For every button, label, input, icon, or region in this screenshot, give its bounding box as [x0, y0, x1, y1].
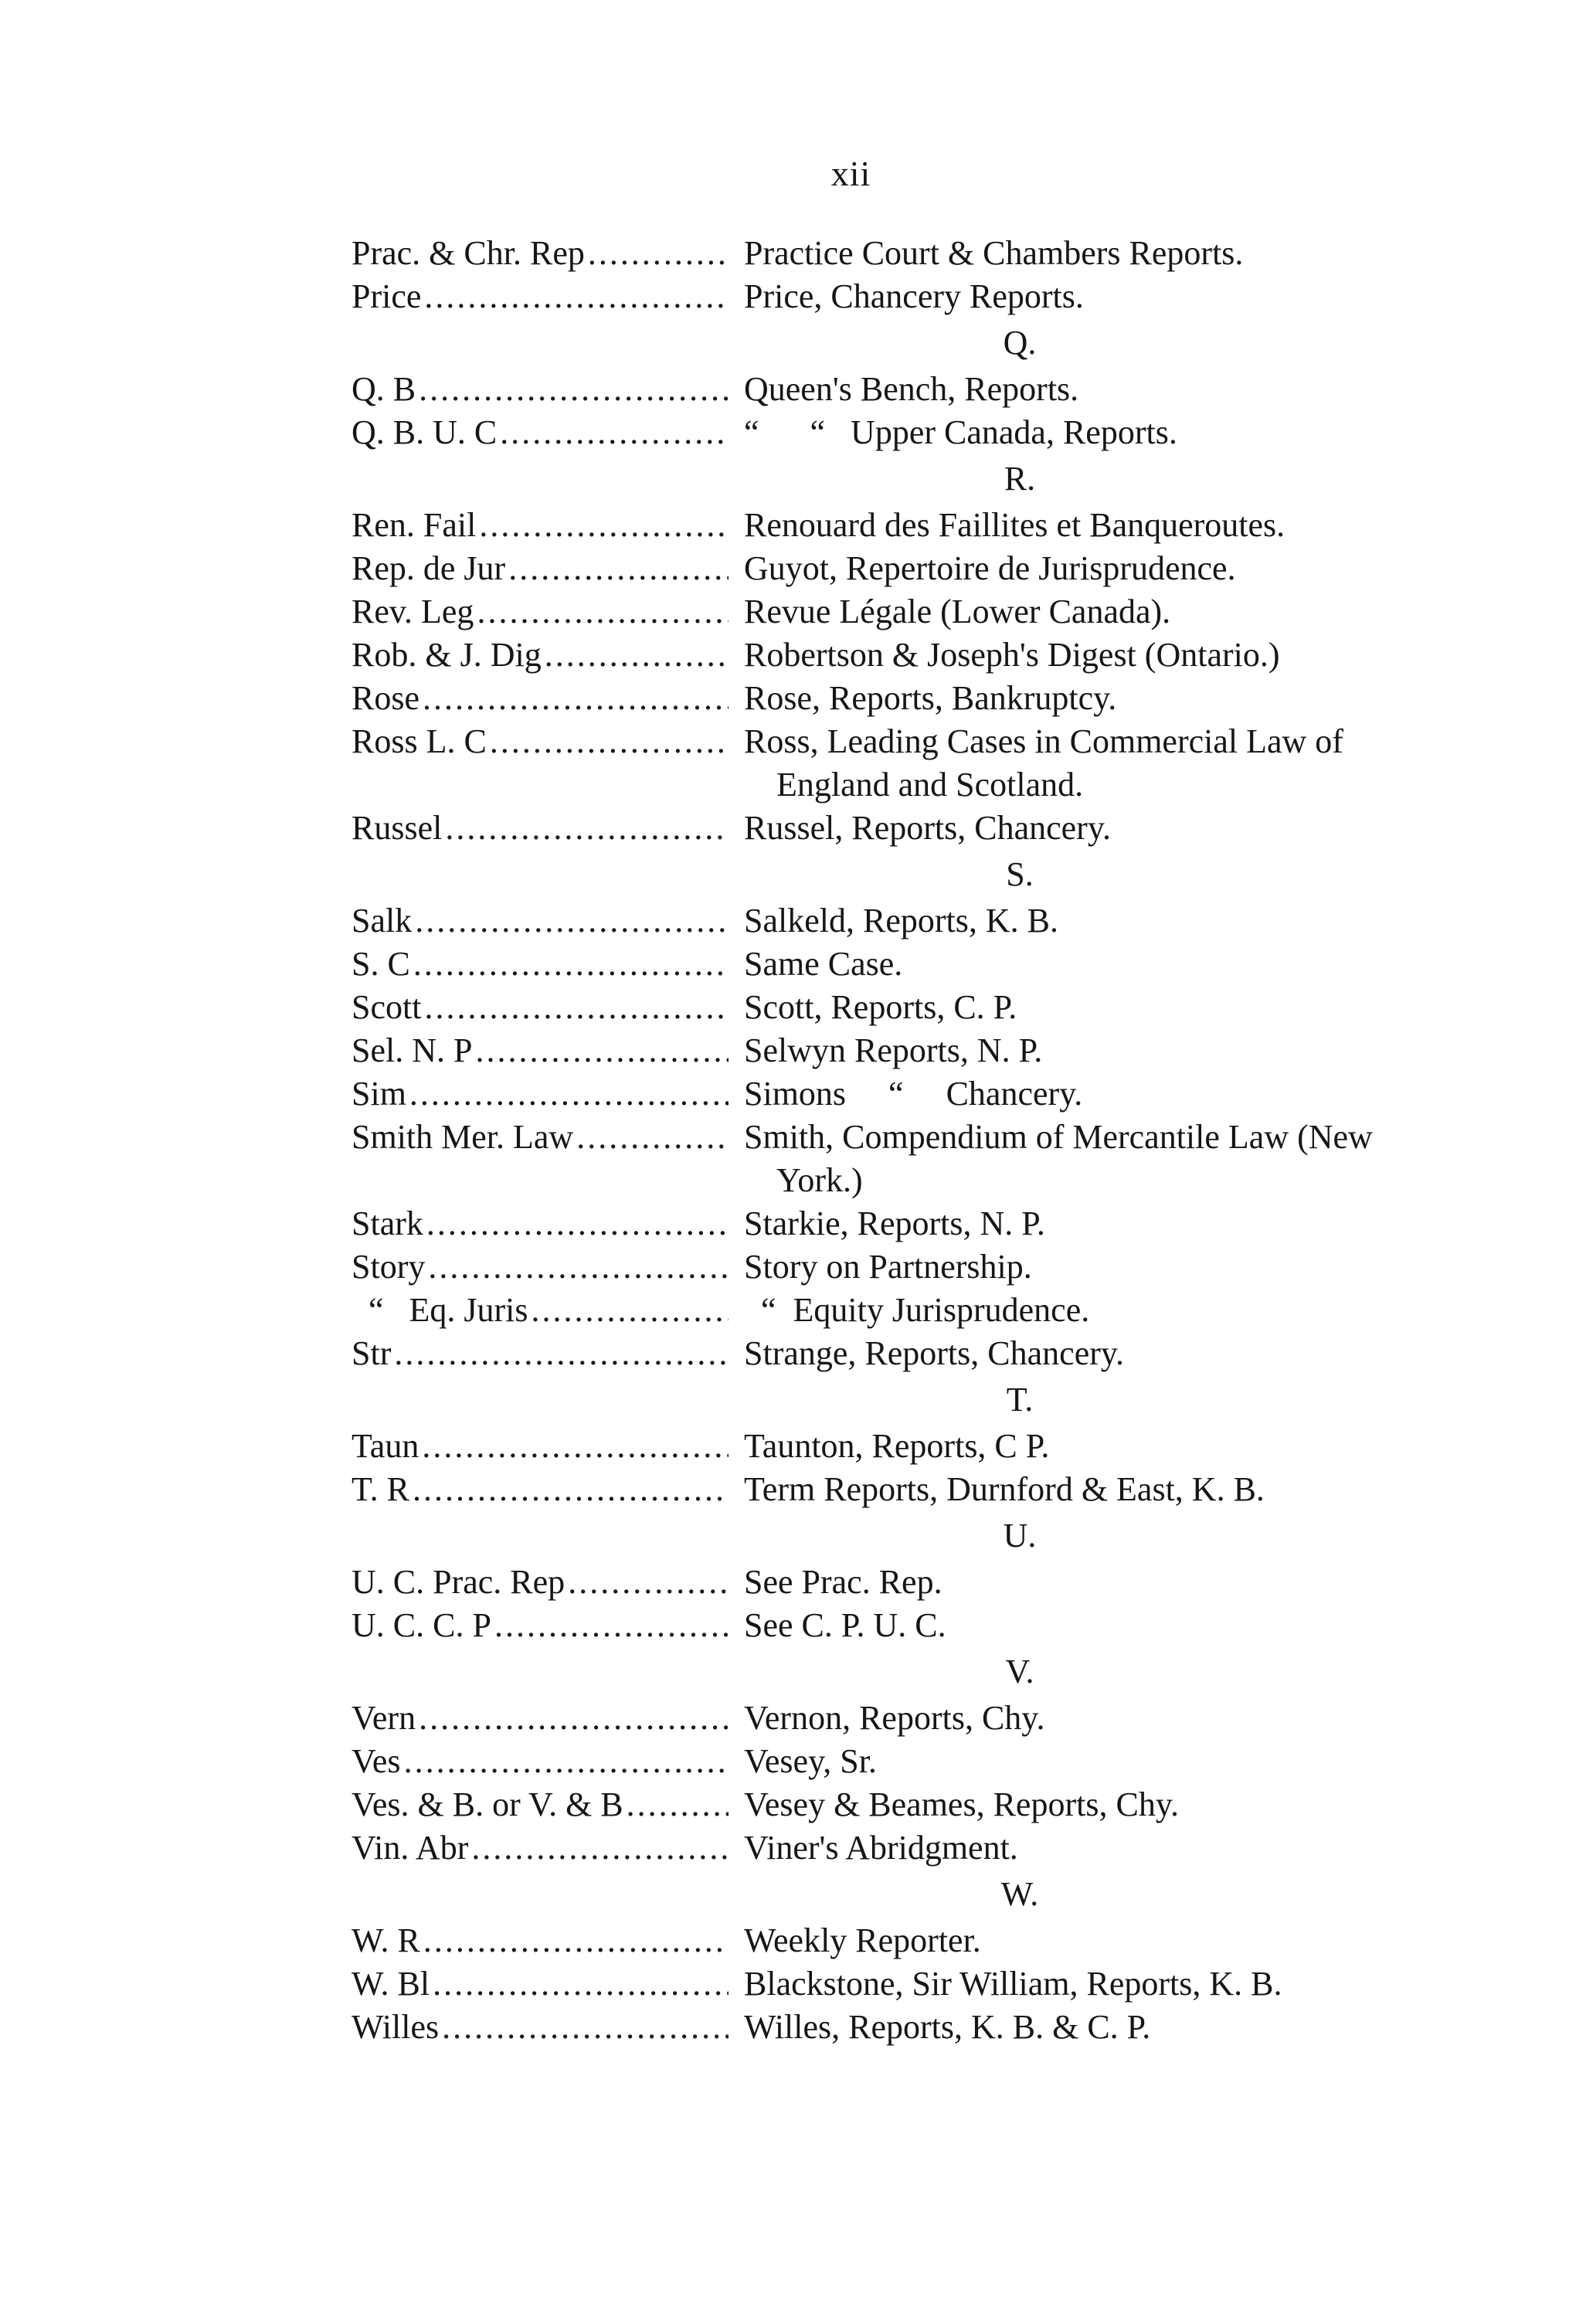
abbreviation: Rose — [352, 679, 419, 717]
dot-leader — [439, 2006, 728, 2049]
abbreviation-entry — [352, 275, 1448, 318]
dot-leader — [419, 677, 728, 720]
description: Russel, Reports, Chancery. — [744, 809, 1111, 847]
abbreviation-entry — [352, 1202, 1448, 1245]
abbreviation: Prac. & Chr. Rep — [352, 234, 585, 272]
description: Rose, Reports, Bankruptcy. — [744, 679, 1117, 717]
dot-leader — [487, 720, 728, 763]
abbreviation: S. C — [352, 945, 410, 983]
abbreviation-entry — [352, 1332, 1448, 1375]
abbreviation: Rob. & J. Dig — [352, 636, 542, 674]
abbreviation: Q. B. U. C — [352, 413, 498, 451]
description: See Prac. Rep. — [744, 1563, 942, 1601]
abbreviation-entry — [352, 1029, 1448, 1072]
dot-leader — [416, 368, 728, 411]
description: Starkie, Reports, N. P. — [744, 1204, 1045, 1242]
abbreviation: W. R — [352, 1921, 420, 1959]
abbreviation-entry — [352, 1245, 1448, 1289]
description: Selwyn Reports, N. P. — [744, 1031, 1043, 1069]
description: Same Case. — [744, 945, 903, 983]
abbreviation-entry — [352, 677, 1448, 720]
abbreviation-entry — [352, 634, 1448, 677]
abbreviation-entry — [352, 1116, 1448, 1202]
abbreviation: Ren. Fail — [352, 506, 477, 544]
dot-leader — [410, 943, 728, 986]
section-letter: Q. — [1003, 324, 1037, 362]
abbreviation-entry — [352, 1604, 1448, 1647]
abbreviation: Stark — [352, 1204, 423, 1242]
dot-leader — [476, 504, 728, 547]
description: Guyot, Repertoire de Jurisprudence. — [744, 549, 1236, 587]
abbreviation-entry — [352, 1962, 1448, 2006]
dot-leader — [421, 275, 728, 318]
abbreviation-entry — [352, 547, 1448, 590]
abbreviation: Smith Mer. Law — [352, 1118, 574, 1156]
abbreviation-entry — [352, 1697, 1448, 1740]
abbreviation-entry — [352, 1072, 1448, 1116]
abbreviation: T. R — [352, 1470, 409, 1508]
dot-leader — [420, 1919, 728, 1962]
abbreviation: Q. B — [352, 370, 416, 408]
dot-leader — [419, 1425, 728, 1468]
dot-leader — [472, 1029, 728, 1072]
abbreviation-entry — [352, 2006, 1448, 2049]
abbreviation-entry — [352, 1561, 1448, 1604]
description: Simons “ Chancery. — [744, 1075, 1083, 1113]
abbreviation: Salk — [352, 902, 413, 939]
abbreviation: Willes — [352, 2008, 440, 2046]
abbreviation: Taun — [352, 1427, 419, 1465]
abbreviation-entry — [352, 943, 1448, 986]
abbreviation-entry — [352, 1289, 1448, 1332]
abbreviation: Sel. N. P — [352, 1031, 473, 1069]
dot-leader — [573, 1116, 728, 1159]
abbreviation: Sim — [352, 1075, 406, 1113]
dot-leader — [491, 1604, 728, 1647]
abbreviation: W. Bl — [352, 1965, 430, 2003]
dot-leader — [416, 1697, 728, 1740]
abbreviation-entry — [352, 232, 1448, 275]
section-letter: R. — [1004, 460, 1036, 498]
section-letter: U. — [1003, 1517, 1037, 1554]
abbreviation-entry — [352, 899, 1448, 943]
description: Taunton, Reports, C P. — [744, 1427, 1050, 1465]
abbreviation: Vin. Abr — [352, 1829, 469, 1867]
section-letter: V. — [1005, 1653, 1034, 1690]
abbreviation-entry — [352, 411, 1448, 454]
abbreviation: Rev. Leg — [352, 593, 474, 630]
description: “ Equity Jurisprudence. — [744, 1291, 1090, 1329]
description: Queen's Bench, Reports. — [744, 370, 1079, 408]
description: Ross, Leading Cases in Commercial Law of — [744, 722, 1343, 760]
dot-leader — [497, 411, 728, 454]
abbreviation: Rep. de Jur — [352, 549, 506, 587]
dot-leader — [542, 634, 728, 677]
dot-leader — [409, 1468, 728, 1511]
dot-leader — [623, 1783, 728, 1826]
abbreviation: Ross L. C — [352, 722, 487, 760]
abbreviation-entry — [352, 1919, 1448, 1962]
abbreviation-entry — [352, 986, 1448, 1029]
abbreviation-entry — [352, 368, 1448, 411]
dot-leader — [412, 899, 728, 943]
abbreviation-entry — [352, 1783, 1448, 1826]
description: Vesey & Beames, Reports, Chy. — [744, 1785, 1179, 1823]
abbreviation: Str — [352, 1334, 392, 1372]
section-letter: T. — [1006, 1381, 1034, 1419]
description: Smith, Compendium of Mercantile Law (New — [744, 1118, 1373, 1156]
description: Scott, Reports, C. P. — [744, 988, 1017, 1026]
abbreviation-entry — [352, 1425, 1448, 1468]
description: Term Reports, Durnford & East, K. B. — [744, 1470, 1265, 1508]
dot-leader — [430, 1962, 728, 2006]
description: Viner's Abridgment. — [744, 1829, 1018, 1867]
abbreviation: U. C. C. P — [352, 1606, 491, 1644]
description: Renouard des Faillites et Banqueroutes. — [744, 506, 1285, 544]
description: Price, Chancery Reports. — [744, 277, 1084, 315]
description: Salkeld, Reports, K. B. — [744, 902, 1058, 939]
abbreviation-entry — [352, 1740, 1448, 1783]
dot-leader — [425, 1245, 728, 1289]
description: Vesey, Sr. — [744, 1742, 877, 1780]
description-continuation: England and Scotland. — [776, 766, 1084, 804]
abbreviation: Ves — [352, 1742, 401, 1780]
dot-leader — [401, 1740, 728, 1783]
abbreviation: Price — [352, 277, 422, 315]
abbreviation-entry — [352, 504, 1448, 547]
abbreviation: “ Eq. Juris — [352, 1291, 528, 1329]
description: Robertson & Joseph's Digest (Ontario.) — [744, 636, 1280, 674]
dot-leader — [391, 1332, 728, 1375]
dot-leader — [423, 1202, 728, 1245]
dot-leader — [442, 807, 728, 850]
abbreviation: U. C. Prac. Rep — [352, 1563, 565, 1601]
abbreviation-entry — [352, 1468, 1448, 1511]
description: See C. P. U. C. — [744, 1606, 946, 1644]
dot-leader — [585, 232, 728, 275]
description: Practice Court & Chambers Reports. — [744, 234, 1244, 272]
abbreviation-entry — [352, 807, 1448, 850]
page-number: xii — [830, 154, 871, 193]
abbreviation: Russel — [352, 809, 443, 847]
description: “ “ Upper Canada, Reports. — [744, 413, 1177, 451]
description: Weekly Reporter. — [744, 1921, 981, 1959]
abbreviation-entry — [352, 1826, 1448, 1870]
dot-leader — [474, 590, 728, 634]
section-letter: W. — [1000, 1875, 1039, 1913]
dot-leader — [565, 1561, 728, 1604]
section-letter: S. — [1006, 855, 1034, 893]
abbreviation-entry — [352, 590, 1448, 634]
description: Willes, Reports, K. B. & C. P. — [744, 2008, 1151, 2046]
description-continuation: York.) — [776, 1161, 863, 1199]
dot-leader — [468, 1826, 728, 1870]
description: Strange, Reports, Chancery. — [744, 1334, 1125, 1372]
abbreviations-list — [352, 232, 1448, 2049]
abbreviation: Ves. & B. or V. & B — [352, 1785, 623, 1823]
abbreviation: Story — [352, 1248, 426, 1286]
description: Story on Partnership. — [744, 1248, 1032, 1286]
dot-leader — [406, 1072, 728, 1116]
dot-leader — [528, 1289, 728, 1332]
abbreviation: Vern — [352, 1699, 416, 1737]
abbreviation: Scott — [352, 988, 422, 1026]
description: Blackstone, Sir William, Reports, K. B. — [744, 1965, 1282, 2003]
description: Revue Légale (Lower Canada). — [744, 593, 1171, 630]
dot-leader — [421, 986, 728, 1029]
description: Vernon, Reports, Chy. — [744, 1699, 1045, 1737]
dot-leader — [505, 547, 728, 590]
abbreviation-entry — [352, 720, 1448, 807]
